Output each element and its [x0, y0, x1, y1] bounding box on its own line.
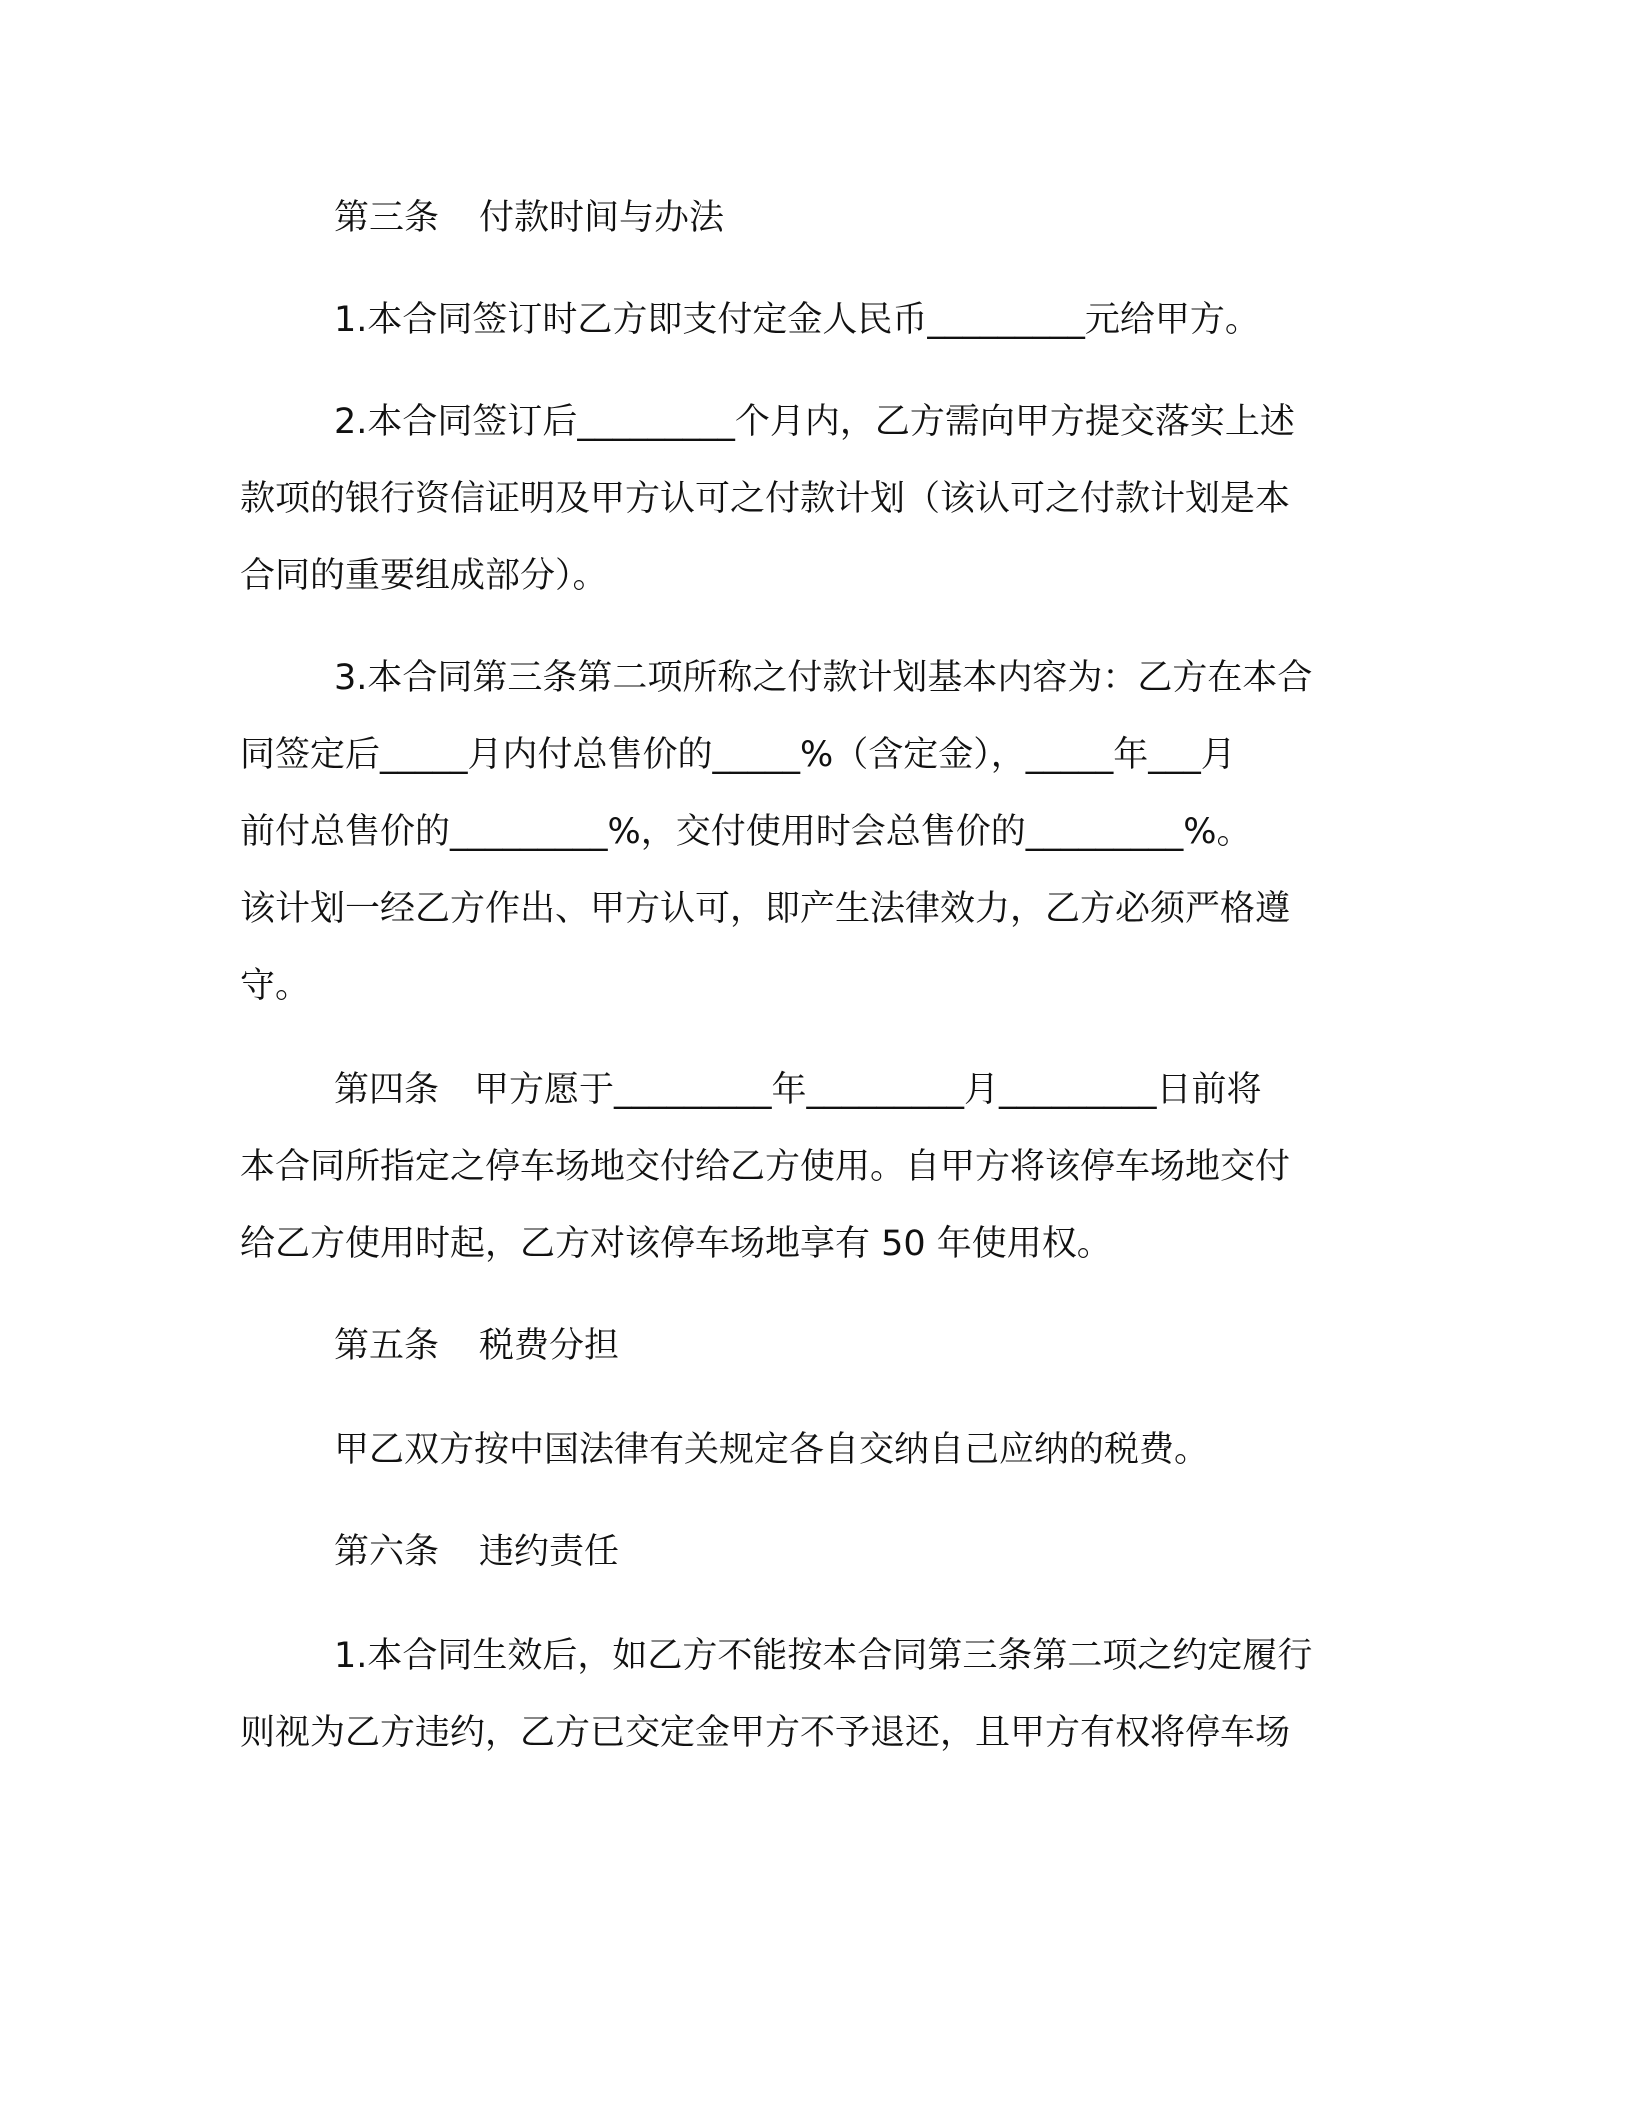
article-6-item-1-line-2: 则视为乙方违约，乙方已交定金甲方不予退还，且甲方有权将停车场 [240, 1713, 1291, 1753]
article-3-item-3-line-4: 该计划一经乙方作出、甲方认可，即产生法律效力，乙方必须严格遵 [240, 889, 1291, 929]
article-5-number: 第五条 [334, 1326, 440, 1366]
article-3-item-1: 1.本合同签订时乙方即支付定金人民币_________元给甲方。 [334, 300, 1260, 340]
article-3-item-2-line-3: 合同的重要组成部分）。 [240, 556, 608, 596]
article-5-title: 税费分担 [479, 1326, 620, 1366]
article-3-heading [334, 196, 724, 240]
article-5-heading [334, 1324, 619, 1368]
article-6-number: 第六条 [334, 1532, 440, 1572]
article-5-body: 甲乙双方按中国法律有关规定各自交纳自己应纳的税费。 [334, 1430, 1210, 1470]
article-4-line-2: 本合同所指定之停车场地交付给乙方使用。自甲方将该停车场地交付 [240, 1147, 1291, 1187]
article-6-item-1-line-1: 1.本合同生效后，如乙方不能按本合同第三条第二项之约定履行 [334, 1636, 1313, 1676]
article-3-item-3-line-5: 守。 [240, 966, 311, 1006]
article-3-item-2-line-1: 2.本合同签订后_________个月内，乙方需向甲方提交落实上述 [334, 402, 1295, 442]
article-3-item-3-line-1: 3.本合同第三条第二项所称之付款计划基本内容为：乙方在本合 [334, 658, 1313, 698]
article-3-number: 第三条 [334, 198, 440, 238]
article-4-line-1: 第四条 甲方愿于_________年_________月_________日前将 [334, 1070, 1262, 1110]
article-6-title: 违约责任 [479, 1532, 620, 1572]
article-3-item-2-line-2: 款项的银行资信证明及甲方认可之付款计划（该认可之付款计划是本 [240, 479, 1291, 519]
article-3-item-3-line-3: 前付总售价的_________%，交付使用时会总售价的_________%。 [240, 812, 1252, 852]
article-4-line-3: 给乙方使用时起，乙方对该停车场地享有 50 年使用权。 [240, 1224, 1112, 1264]
article-3-item-3-line-2: 同签定后_____月内付总售价的_____%（含定金），_____年___月 [240, 735, 1236, 775]
article-3-title: 付款时间与办法 [479, 198, 725, 238]
article-6-heading [334, 1530, 619, 1574]
